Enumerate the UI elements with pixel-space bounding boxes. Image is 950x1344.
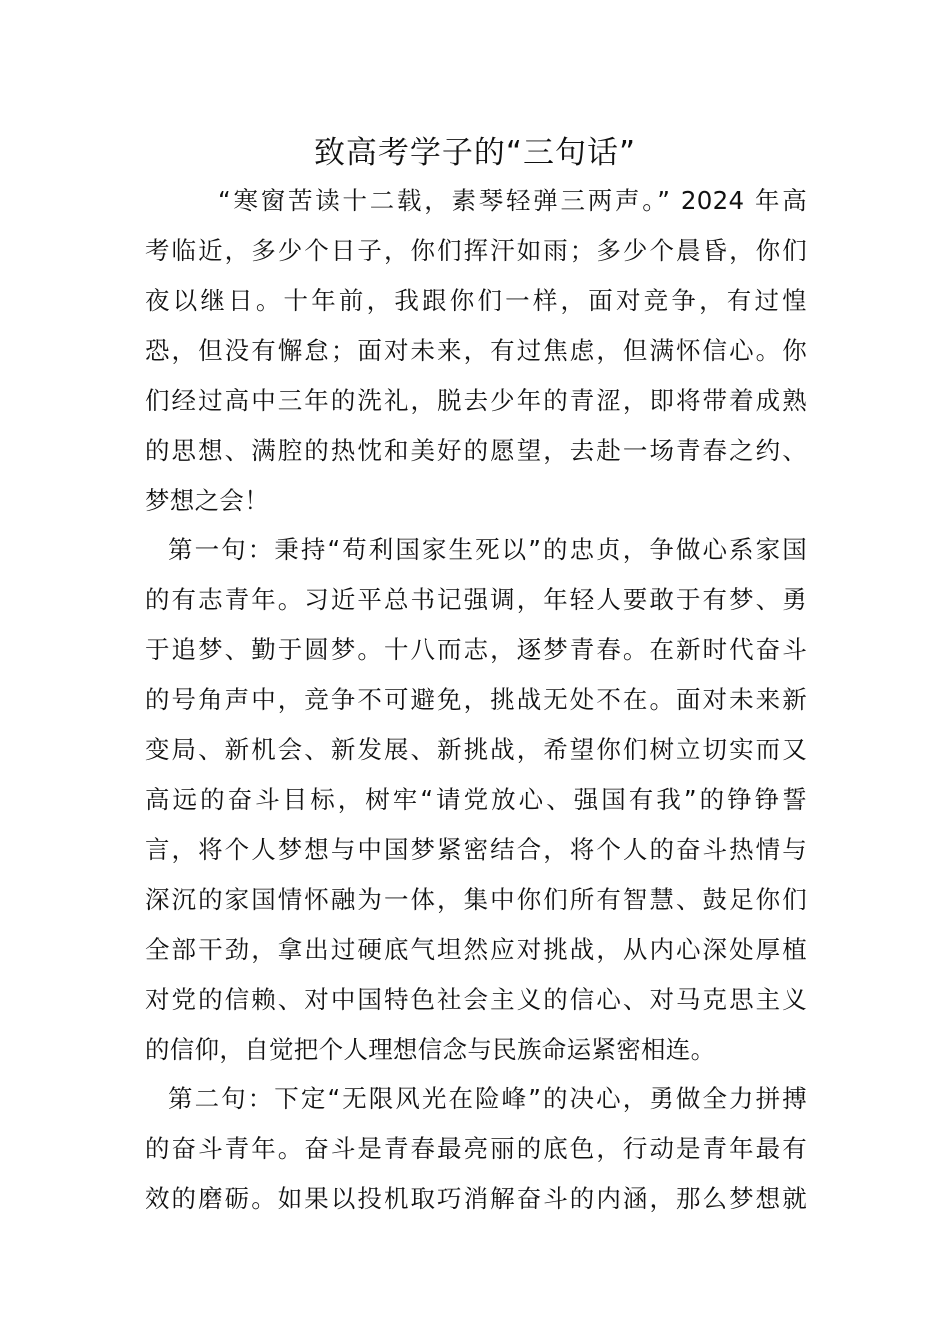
paragraph-2-line-8: 深沉的家国情怀融为一体，集中你们所有智慧、鼓足你们 <box>145 885 807 914</box>
document-title: 致高考学子的“三句话” <box>313 135 637 171</box>
paragraph-1-line-5: 们经过高中三年的洗礼，脱去少年的青涩，即将带着成熟 <box>145 386 807 415</box>
paragraph-2-line-7: 言，将个人梦想与中国梦紧密结合，将个人的奋斗热情与 <box>145 835 807 864</box>
paragraph-1-line-6: 的思想、满腔的热忱和美好的愿望，去赴一场青春之约、 <box>145 436 807 465</box>
paragraph-2-line-9: 全部干劲，拿出过硬底气坦然应对挑战，从内心深处厚植 <box>145 935 807 964</box>
paragraph-2-line-11: 的信仰，自觉把个人理想信念与民族命运紧密相连。 <box>145 1035 716 1064</box>
paragraph-3-line-3: 效的磨砺。如果以投机取巧消解奋斗的内涵，那么梦想就 <box>145 1184 807 1213</box>
paragraph-2-line-3: 于追梦、勤于圆梦。十八而志，逐梦青春。在新时代奋斗 <box>145 635 807 664</box>
paragraph-3-line-1: 第二句：下定“无限风光在险峰”的决心，勇做全力拼搏 <box>168 1084 807 1113</box>
paragraph-2-line-6: 高远的奋斗目标，树牢“请党放心、强国有我”的铮铮誓 <box>145 785 807 814</box>
paragraph-1-line-4: 恐，但没有懈怠；面对未来，有过焦虑，但满怀信心。你 <box>145 336 807 365</box>
paragraph-1-line-2: 考临近，多少个日子，你们挥汗如雨；多少个晨昏，你们 <box>145 236 807 265</box>
paragraph-1-line-3: 夜以继日。十年前，我跟你们一样，面对竞争，有过惶 <box>145 286 807 315</box>
paragraph-2-line-2: 的有志青年。习近平总书记强调，年轻人要敢于有梦、勇 <box>145 585 807 614</box>
paragraph-2-line-4: 的号角声中，竞争不可避免，挑战无处不在。面对未来新 <box>145 685 807 714</box>
paragraph-2-line-10: 对党的信赖、对中国特色社会主义的信心、对马克思主义 <box>145 985 807 1014</box>
paragraph-1-line-7: 梦想之会！ <box>145 486 269 515</box>
paragraph-3-line-2: 的奋斗青年。奋斗是青春最亮丽的底色，行动是青年最有 <box>145 1134 807 1163</box>
paragraph-1-line-1: “寒窗苦读十二载，素琴轻弹三两声。” 2024 年高 <box>218 186 807 215</box>
paragraph-2-line-1: 第一句：秉持“苟利国家生死以”的忠贞，争做心系家国 <box>168 535 807 564</box>
paragraph-2-line-5: 变局、新机会、新发展、新挑战，希望你们树立切实而又 <box>145 735 807 764</box>
